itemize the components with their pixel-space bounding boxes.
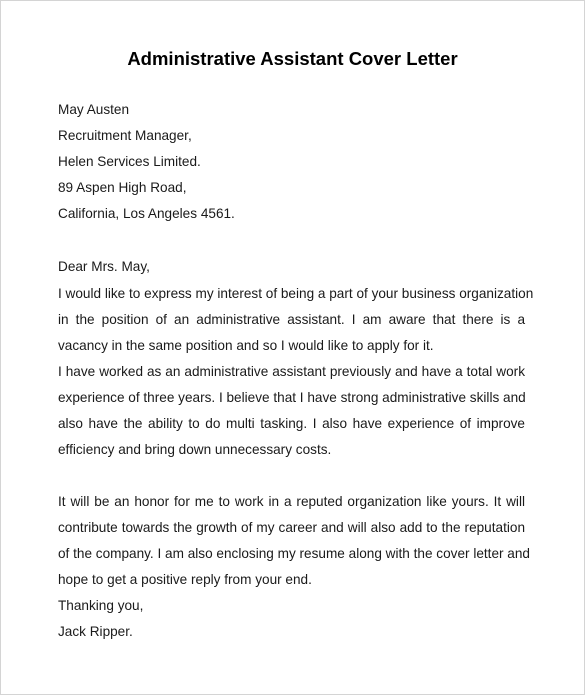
paragraph-line: I have worked as an administrative assistant previously and have a total work: [58, 364, 525, 379]
recipient-city: California, Los Angeles 4561.: [58, 206, 235, 221]
paragraph-line: efficiency and bring down unnecessary costs.: [58, 442, 332, 457]
paragraph-line: also have the ability to do multi tasking. I also have experience of improve: [58, 416, 525, 431]
signature: Jack Ripper.: [58, 624, 133, 639]
recipient-company: Helen Services Limited.: [58, 154, 201, 169]
paragraph-line: It will be an honor for me to work in a reputed organization like yours. It will: [58, 494, 525, 509]
recipient-position: Recruitment Manager,: [58, 128, 192, 143]
recipient-street: 89 Aspen High Road,: [58, 180, 187, 195]
paragraph-line: experience of three years. I believe that I have strong administrative skills and: [58, 390, 526, 405]
paragraph-line: I would like to express my interest of being a part of your business organization: [58, 286, 534, 301]
paragraph-line: in the position of an administrative assistant. I am aware that there is a: [58, 312, 525, 327]
page-title: Administrative Assistant Cover Letter: [127, 48, 458, 69]
paragraph-line: vacancy in the same position and so I would like to apply for it.: [58, 338, 434, 353]
salutation: Dear Mrs. May,: [58, 259, 150, 274]
paragraph-line: contribute towards the growth of my career and will also add to the reputation: [58, 520, 525, 535]
paragraph-line: of the company. I am also enclosing my resume along with the cover letter and: [58, 546, 530, 561]
recipient-name: May Austen: [58, 102, 130, 117]
closing: Thanking you,: [58, 598, 144, 613]
paragraph-line: hope to get a positive reply from your end.: [58, 572, 312, 587]
